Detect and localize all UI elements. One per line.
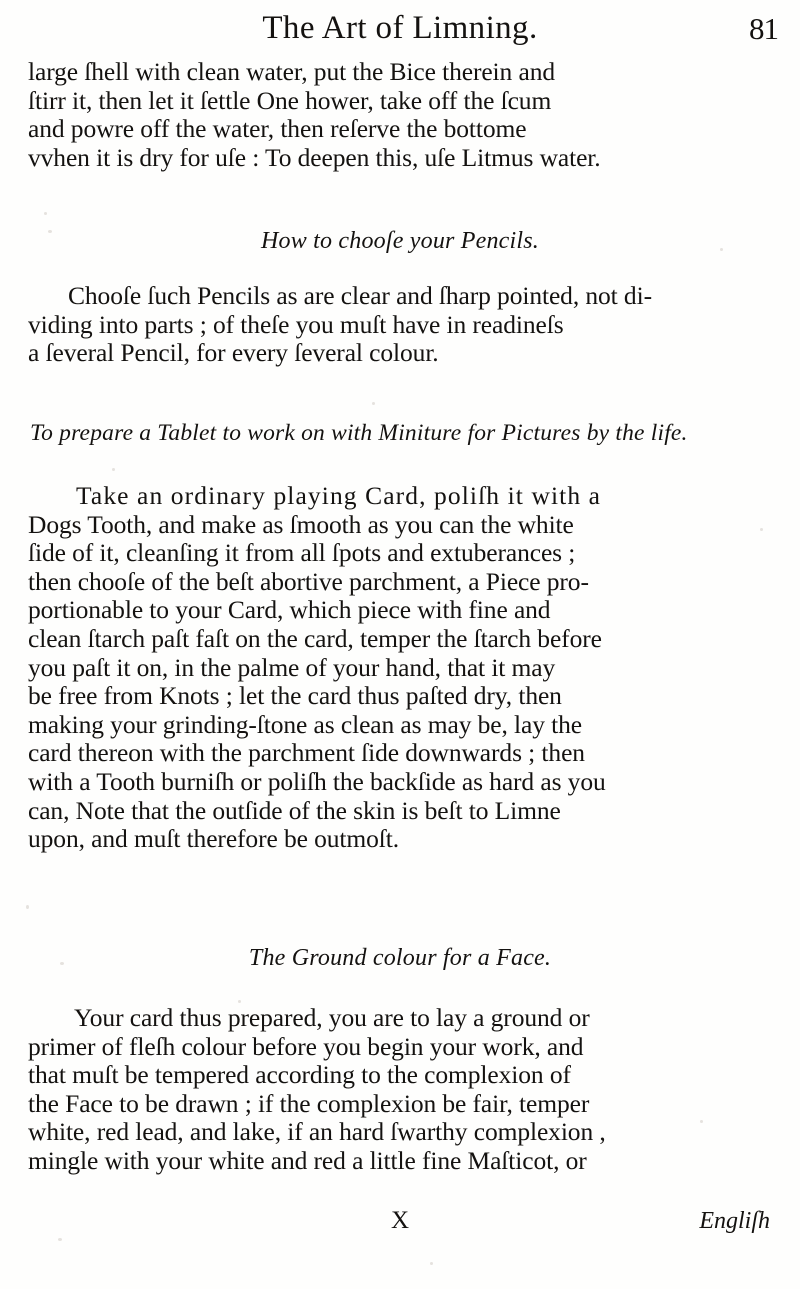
text-line: you paſt it on, in the palme of your hand, that it may bbox=[28, 652, 556, 682]
paragraph-2 bbox=[28, 282, 772, 368]
text-line: can, Note that the outſide of the skin is beſt to Limne bbox=[28, 795, 561, 825]
text-line: ſide of it, cleanſing it from all ſpots and extuberances ; bbox=[28, 538, 576, 568]
text-line: Take an ordinary playing Card, poliſh it with a bbox=[76, 481, 602, 510]
paper-speckle bbox=[58, 1238, 62, 1241]
text-line: vvhen it is dry for uſe : To deepen this, uſe Litmus water. bbox=[28, 142, 601, 172]
paragraph-4 bbox=[28, 1004, 772, 1176]
text-line: the Face to be drawn ; if the complexion be fair, temper bbox=[28, 1088, 590, 1118]
text-line: viding into parts ; of theſe you muſt have in readineſs bbox=[28, 309, 564, 339]
running-head bbox=[0, 8, 800, 54]
text-line: card thereon with the parchment ſide downwards ; then bbox=[28, 738, 585, 768]
page-title: The Art of Limning. bbox=[262, 10, 538, 46]
paper-speckle bbox=[112, 468, 115, 471]
text-line: Dogs Tooth, and make as ſmooth as you can the white bbox=[28, 509, 574, 539]
page-number: 81 bbox=[749, 11, 778, 46]
text-line: making your grinding-ſtone as clean as may be, lay the bbox=[28, 709, 583, 739]
catchword: Engliſh bbox=[699, 1208, 770, 1234]
paper-speckle bbox=[372, 402, 375, 405]
paragraph-3 bbox=[28, 482, 772, 854]
text-line: with a Tooth burniſh or poliſh the backſide as hard as you bbox=[28, 766, 606, 796]
section-heading-pencils: How to chooſe your Pencils. bbox=[260, 228, 539, 254]
text-line: ſtirr it, then let it ſettle One hower, take off the ſcum bbox=[28, 85, 552, 115]
paper-speckle bbox=[26, 905, 29, 909]
paragraph-1 bbox=[28, 58, 772, 172]
text-line: and powre off the water, then reſerve the bottome bbox=[28, 114, 527, 144]
text-line: upon, and muſt therefore be outmoſt. bbox=[28, 824, 400, 854]
section-heading-ground-colour: The Ground colour for a Face. bbox=[248, 945, 552, 971]
text-line: primer of fleſh colour before you begin your work, and bbox=[28, 1031, 584, 1061]
text-line: a ſeveral Pencil, for every ſeveral colour. bbox=[28, 338, 439, 368]
signature-mark: X bbox=[390, 1207, 410, 1234]
text-line: portionable to your Card, which piece with fine and bbox=[28, 595, 551, 625]
text-line: Your card thus prepared, you are to lay a ground or bbox=[74, 1003, 590, 1032]
text-line: be free from Knots ; let the card thus paſted dry, then bbox=[28, 681, 562, 711]
page-footer bbox=[0, 1206, 800, 1238]
paper-speckle bbox=[430, 1262, 433, 1265]
text-line: clean ſtarch paſt faſt on the card, temper the ſtarch before bbox=[28, 623, 602, 653]
text-line: Chooſe ſuch Pencils as are clear and ſharp pointed, not di- bbox=[68, 281, 652, 310]
text-line: then chooſe of the beſt abortive parchment, a Piece pro- bbox=[28, 566, 589, 596]
paper-speckle bbox=[44, 212, 47, 215]
text-line: that muſt be tempered according to the complexion of bbox=[28, 1060, 571, 1090]
text-line: large ſhell with clean water, put the Bice therein and bbox=[28, 57, 555, 86]
text-line: mingle with your white and red a little fine Maſticot, or bbox=[28, 1145, 587, 1175]
text-line: white, red lead, and lake, if an hard ſwarthy complexion , bbox=[28, 1117, 606, 1147]
section-heading-tablet: To prepare a Tablet to work on with Miniture for Pictures by the life. bbox=[30, 420, 688, 446]
